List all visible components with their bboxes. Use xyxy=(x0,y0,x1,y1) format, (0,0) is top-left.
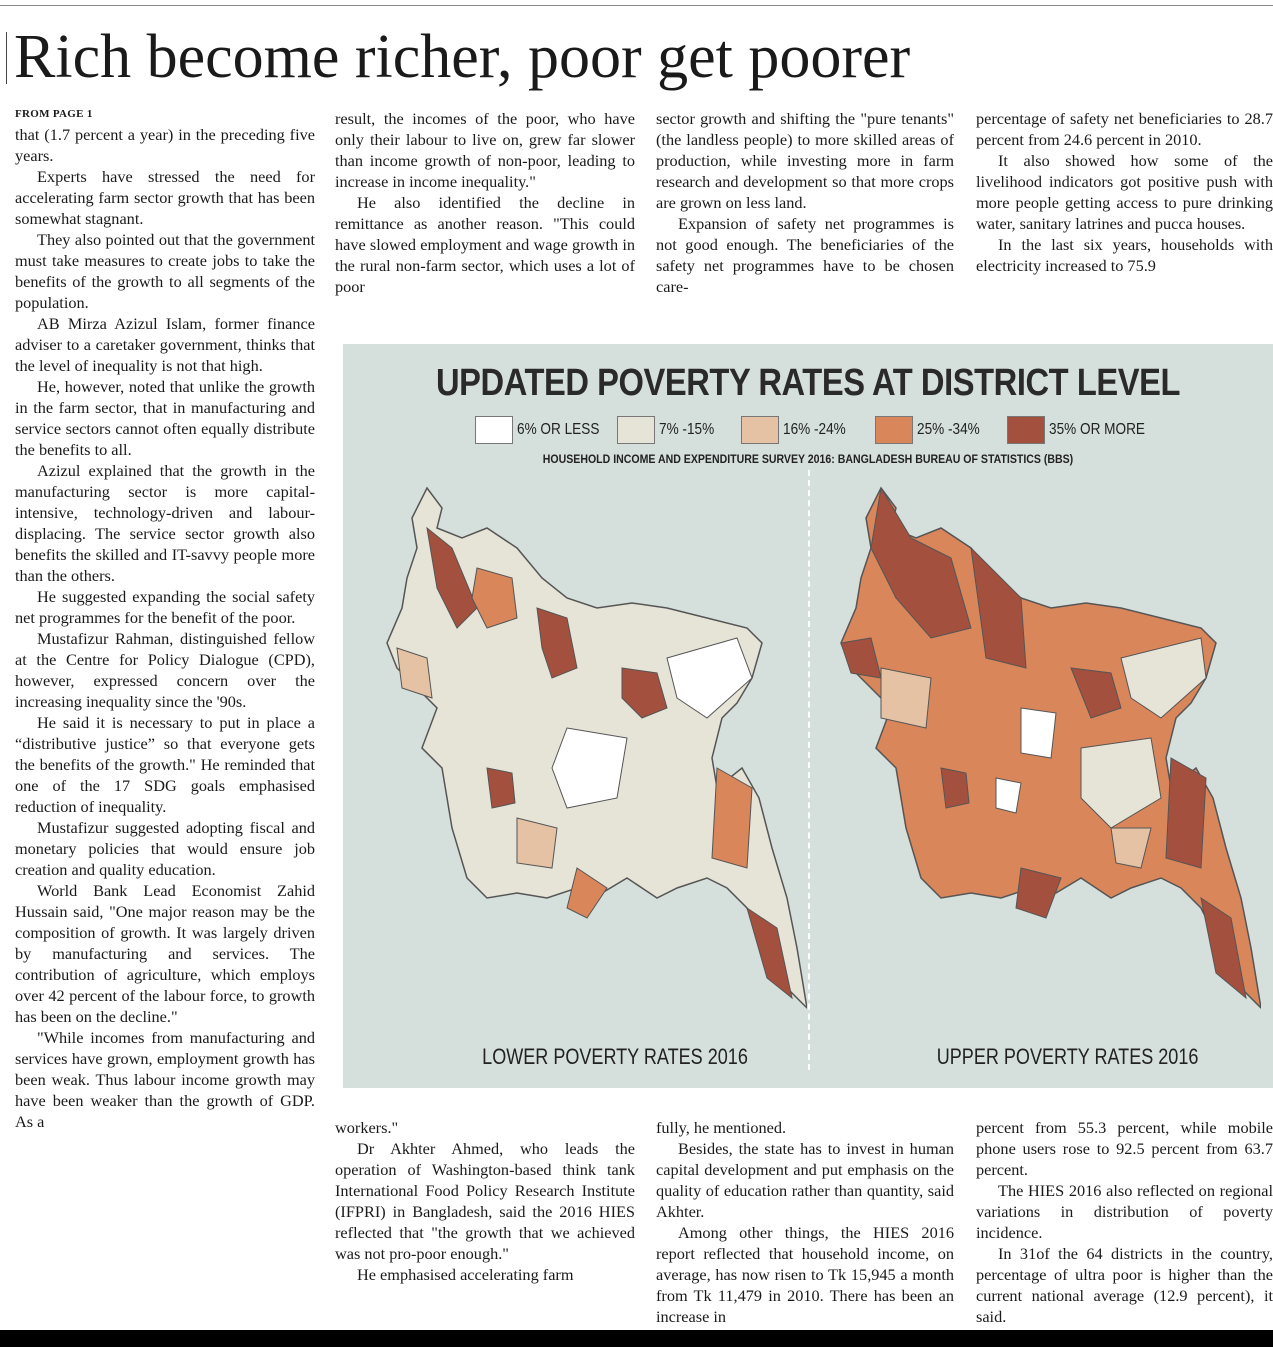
poverty-map-infographic xyxy=(343,344,1273,1088)
paragraph: He also identified the decline in remittance as another reason. "This could have slowed employment and wage growth in the rural non-farm sector, which uses a lot of poor xyxy=(335,193,635,296)
page-bottom-bar xyxy=(0,1330,1273,1347)
article-column-3-bottom xyxy=(656,1117,954,1327)
legend-label: 7% -15% xyxy=(659,421,715,438)
headline-rule xyxy=(6,32,7,84)
legend-swatch xyxy=(875,416,913,444)
legend-swatch xyxy=(617,416,655,444)
map-divider xyxy=(808,470,810,1070)
paragraph: that (1.7 percent a year) in the preceding five years. xyxy=(15,125,315,165)
legend-label: 16% -24% xyxy=(783,421,846,438)
paragraph: He suggested expanding the social safety net programmes for the benefit of the poor. xyxy=(15,587,315,627)
paragraph: "While incomes from manufacturing and services have grown, employment growth has been weak. Thus labour income growth may have been weaker than the growth of GDP. As a xyxy=(15,1028,315,1131)
paragraph: percent from 55.3 percent, while mobile phone users rose to 92.5 percent from 63.7 percent. xyxy=(976,1118,1273,1179)
paragraph: Mustafizur suggested adopting fiscal and monetary policies that would ensure job creation and quality education. xyxy=(15,818,315,879)
paragraph: Mustafizur Rahman, distinguished fellow at the Centre for Policy Dialogue (CPD), however, expressed concern over the increasing inequality since the '90s. xyxy=(15,629,315,711)
legend-label: 35% OR MORE xyxy=(1049,421,1145,438)
paragraph: Among other things, the HIES 2016 report reflected that household income, on average, has now risen to Tk 15,945 a month from Tk 11,479 in 2010. There has been an increase in xyxy=(656,1223,954,1326)
infographic-title: UPDATED POVERTY RATES AT DISTRICT LEVEL xyxy=(435,362,1181,404)
article-column-3-top xyxy=(656,108,954,297)
paragraph: The HIES 2016 also reflected on regional variations in distribution of poverty incidence. xyxy=(976,1181,1273,1242)
upper-poverty-map xyxy=(821,468,1261,1028)
paragraph: He said it is necessary to put in place a “distributive justice” so that everyone gets the benefits of the growth." He reminded that one of the 17 SDG goals emphasised reduction of inequality. xyxy=(15,713,315,816)
headline: Rich become richer, poor get poorer xyxy=(14,23,911,91)
paragraph: Experts have stressed the need for accelerating farm sector growth that has been somewhat stagnant. xyxy=(15,167,315,228)
paragraph: Dr Akhter Ahmed, who leads the operation of Washington-based think tank International Food Policy Research Institute (IFPRI) in Bangladesh, said the 2016 HIES reflected that "the growth that we achieved was not pro-poor enough." xyxy=(335,1139,635,1263)
article-column-2-bottom xyxy=(335,1117,635,1285)
legend-swatch xyxy=(741,416,779,444)
paragraph: Azizul explained that the growth in the manufacturing sector is more capital-intensive, technology-driven and labour-displacing. The service sector growth also benefits the skilled and IT-savvy people more than the others. xyxy=(15,461,315,585)
article-column-1 xyxy=(15,124,315,1132)
paragraph: Expansion of safety net programmes is not good enough. The beneficiaries of the safety net programmes have to be chosen care- xyxy=(656,214,954,296)
paragraph: World Bank Lead Economist Zahid Hussain said, "One major reason may be the composition of growth. It was largely driven by manufacturing and services. The contribution of agriculture, which employs over 42 percent of the labour force, to growth has been on the decline." xyxy=(15,881,315,1026)
paragraph: workers." xyxy=(335,1118,399,1137)
paragraph: They also pointed out that the government must take measures to create jobs to take the benefits of the growth to all segments of the population. xyxy=(15,230,315,312)
kicker: FROM PAGE 1 xyxy=(15,108,93,120)
paragraph: Besides, the state has to invest in human capital development and put emphasis on the quality of education rather than quantity, said Akhter. xyxy=(656,1139,954,1221)
upper-map-caption: UPPER POVERTY RATES 2016 xyxy=(936,1044,1199,1069)
article-column-2-top xyxy=(335,108,635,297)
paragraph: He emphasised accelerating farm xyxy=(357,1265,574,1284)
legend-swatch xyxy=(1007,416,1045,444)
article-column-4-top xyxy=(976,108,1273,276)
lower-map-caption: LOWER POVERTY RATES 2016 xyxy=(482,1044,748,1069)
paragraph: fully, he mentioned. xyxy=(656,1118,787,1137)
article-column-4-bottom xyxy=(976,1117,1273,1327)
legend-swatch xyxy=(475,416,513,444)
paragraph: In the last six years, households with electricity increased to 75.9 xyxy=(976,235,1273,275)
paragraph: In 31of the 64 districts in the country, percentage of ultra poor is higher than the current national average (12.9 percent), it said. xyxy=(976,1244,1273,1326)
paragraph: percentage of safety net beneficiaries to 28.7 percent from 24.6 percent in 2010. xyxy=(976,109,1273,149)
paragraph: It also showed how some of the livelihood indicators got positive push with more people getting access to pure drinking water, sanitary latrines and pucca houses. xyxy=(976,151,1273,233)
paragraph: He, however, noted that unlike the growth in the farm sector, that in manufacturing and service sectors cannot often equally distribute the benefits to all. xyxy=(15,377,315,459)
paragraph: result, the incomes of the poor, who have only their labour to live on, grew far slower than income growth of non-poor, leading to increase in income inequality." xyxy=(335,109,635,191)
lower-poverty-map xyxy=(367,468,807,1028)
top-rule xyxy=(0,5,1273,6)
source-credit: HOUSEHOLD INCOME AND EXPENDITURE SURVEY 2016: BANGLADESH BUREAU OF STATISTICS (BBS) xyxy=(542,452,1074,466)
legend-label: 6% OR LESS xyxy=(517,421,600,438)
paragraph: AB Mirza Azizul Islam, former finance adviser to a caretaker government, thinks that the level of inequality is not that high. xyxy=(15,314,315,375)
paragraph: sector growth and shifting the "pure tenants" (the landless people) to more skilled areas of production, while investing more in farm research and development so that more crops are grown on less land. xyxy=(656,109,954,212)
legend-label: 25% -34% xyxy=(917,421,980,438)
